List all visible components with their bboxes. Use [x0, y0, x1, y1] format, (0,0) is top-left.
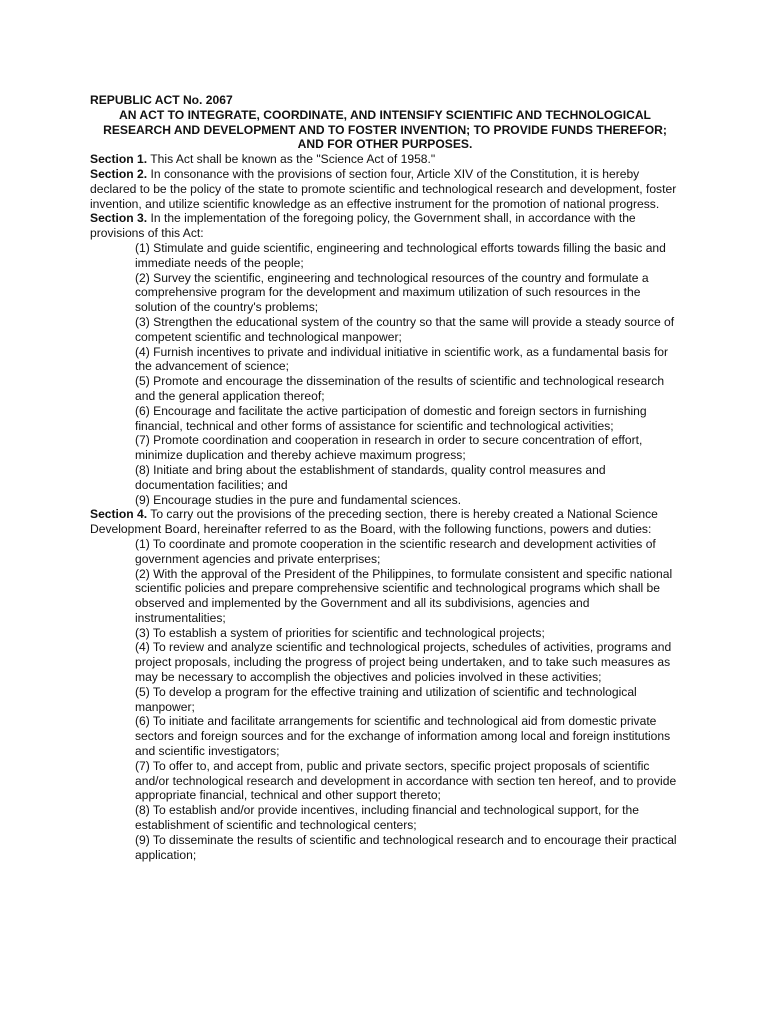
section-3-item-3: (3) Strengthen the educational system of the country so that the same will provide a steady source of competent scientific and technological manpower;	[135, 314, 675, 344]
section-4-item-7: (7) To offer to, and accept from, public and private sectors, specific project proposals of scientific and/or technological research and development in accordance with section ten hereof, and to provide appropriate financial, technical and other support thereto;	[135, 758, 677, 803]
section-4-item-6: (6) To initiate and facilitate arrangements for scientific and technological aid from domestic private sectors and foreign sources and for the exchange of information among local and foreign institutions and scientific investigators;	[135, 714, 671, 759]
section-4-item-3: (3) To establish a system of priorities for scientific and technological projects;	[135, 625, 545, 640]
section-text: This Act shall be known as the "Science Act of 1958."	[150, 152, 436, 167]
section-3-item-8: (8) Initiate and bring about the establishment of standards, quality control measures and documentation facilities; and	[135, 462, 606, 492]
act-number: REPUBLIC ACT No. 2067	[90, 93, 233, 107]
section-paragraph	[90, 211, 680, 241]
section-4-item-5: (5) To develop a program for the effective training and utilization of scientific and technological manpower;	[135, 684, 637, 714]
section-3-item-4: (4) Furnish incentives to private and individual initiative in scientific work, as a fundamental basis for the advancement of science;	[135, 344, 669, 374]
section-3-item-7: (7) Promote coordination and cooperation in research in order to secure concentration of effort, minimize duplication and thereby achieve maximum progress;	[135, 433, 643, 463]
section-4-item-1: (1) To coordinate and promote cooperation in the scientific research and development activities of government agencies and private enterprises;	[135, 536, 656, 566]
section-text: To carry out the provisions of the preceding section, there is hereby created a National Science Development Board, hereinafter referred to as the Board, with the following functions, powers and duties:	[90, 507, 658, 537]
section-items	[90, 241, 680, 507]
section-1	[90, 152, 680, 167]
section-label: Section 3.	[90, 211, 148, 226]
section-paragraph	[90, 152, 680, 167]
section-label: Section 4.	[90, 507, 148, 522]
section-4-item-9: (9) To disseminate the results of scientific and technological research and to encourage their practical application;	[135, 832, 677, 862]
section-paragraph	[90, 507, 680, 537]
section-text: In consonance with the provisions of section four, Article XIV of the Constitution, it is hereby declared to be the policy of the state to promote scientific and technological research and development, foster invention, and utilize scientific knowledge as an effective instrument for the promotion of national progress.	[90, 166, 677, 211]
section-2	[90, 167, 680, 211]
document-body	[90, 93, 680, 862]
section-paragraph	[90, 167, 680, 211]
section-4-item-4: (4) To review and analyze scientific and technological projects, schedules of activities, programs and project proposals, including the progress of project being undertaken, and to take such measures as may be necessary to accomplish the objectives and policies involved in these activities;	[135, 640, 672, 685]
section-3-item-1: (1) Stimulate and guide scientific, engineering and technological efforts towards filling the basic and immediate needs of the people;	[135, 240, 666, 270]
section-3	[90, 211, 680, 507]
section-3-item-6: (6) Encourage and facilitate the active participation of domestic and foreign sectors in furnishing financial, technical and other forms of assistance for scientific and technological activities;	[135, 403, 647, 433]
section-4-item-8: (8) To establish and/or provide incentives, including financial and technological support, for the establishment of scientific and technological centers;	[135, 803, 639, 833]
act-title: AN ACT TO INTEGRATE, COORDINATE, AND INTENSIFY SCIENTIFIC AND TECHNOLOGICAL RESEARCH AND DEVELOPMENT AND TO FOSTER INVENTION; TO PROVIDE FUNDS THEREFOR; AND FOR OTHER PURPOSES.	[103, 107, 667, 152]
section-4-item-2: (2) With the approval of the President of the Philippines, to formulate consistent and specific national scientific policies and prepare comprehensive scientific and technological programs which shall be observed and implemented by the Government and all its subdivisions, agencies and instrumentalities;	[135, 566, 673, 625]
section-label: Section 1.	[90, 152, 148, 167]
section-label: Section 2.	[90, 166, 148, 181]
section-3-item-9: (9) Encourage studies in the pure and fundamental sciences.	[135, 492, 462, 507]
section-text: In the implementation of the foregoing policy, the Government shall, in accordance with the provisions of this Act:	[90, 211, 636, 241]
section-4	[90, 507, 680, 862]
section-items	[90, 537, 680, 863]
section-3-item-2: (2) Survey the scientific, engineering and technological resources of the country and formulate a comprehensive program for the development and maximum utilization of such resources in the solution of the country's problems;	[135, 270, 649, 315]
section-3-item-5: (5) Promote and encourage the dissemination of the results of scientific and technological research and the general application thereof;	[135, 374, 665, 403]
sections-container	[90, 152, 680, 862]
